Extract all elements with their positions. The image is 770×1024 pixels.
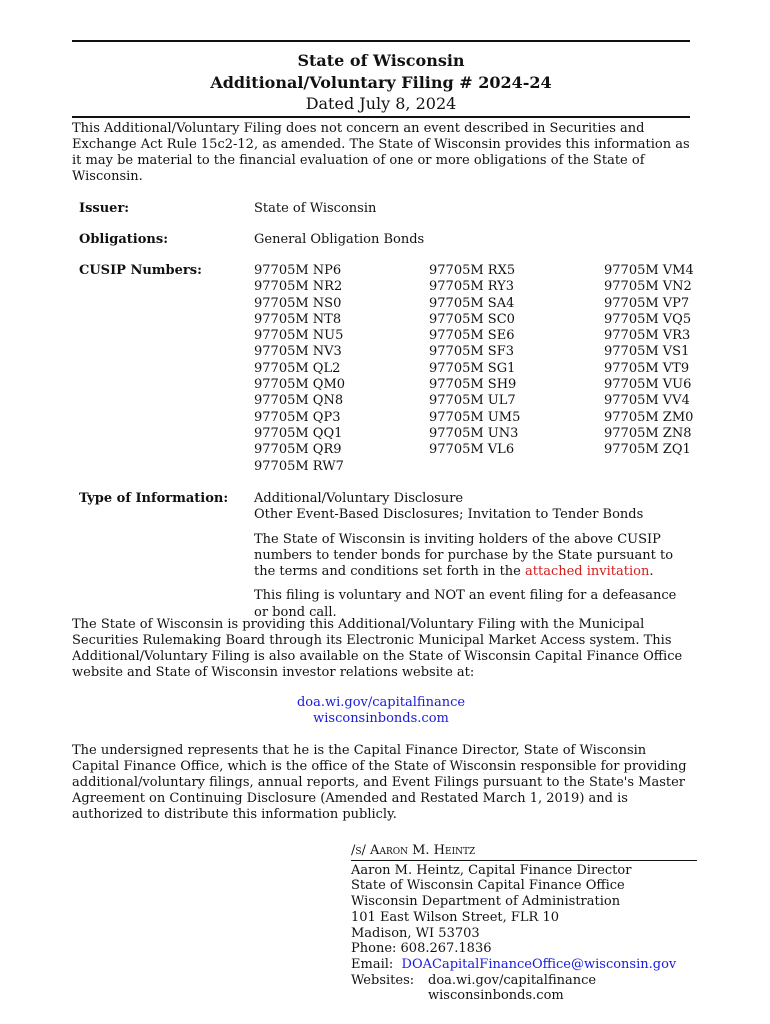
wisconsinbonds-link[interactable]: wisconsinbonds.com [313,711,449,726]
type-line-2: Other Event-Based Disclosures; Invitation to Tender Bonds [254,507,644,523]
signer-office: State of Wisconsin Capital Finance Office [351,878,625,894]
type-line-1: Additional/Voluntary Disclosure [254,491,464,506]
cusip-item: 97705M ZN8 [604,425,692,441]
cusip-item: 97705M VU6 [604,377,692,393]
attached-invitation-link[interactable]: attached invitation [525,564,650,580]
websites-list [428,973,596,1004]
invitation-paragraph [254,532,690,581]
links-block [72,695,690,727]
cusip-item: 97705M SC0 [429,311,515,327]
document-page [72,40,694,1004]
signature-block [351,843,697,1004]
signer-phone: Phone: 608.267.1836 [351,941,492,957]
cusip-item: 97705M QL2 [254,360,341,376]
cusip-item: 97705M SH9 [429,377,517,393]
cusip-item: 97705M ZM0 [604,409,694,425]
cusip-item: 97705M NU5 [254,328,344,344]
issuer-label: Issuer: [79,201,130,216]
signer-email-row [351,957,697,973]
cusip-item: 97705M VP7 [604,295,690,311]
cusip-item: 97705M SE6 [429,328,515,344]
fields-grid [72,201,694,671]
cusip-item: 97705M VS1 [604,344,690,360]
emma-paragraph: The State of Wisconsin is providing this Additional/Voluntary Filing with the Municipal Securities Rulemaking Board through its Electronic Municipal Market Access system. This Additional/Voluntary Filing is also available on the State of Wisconsin Capital Finance Office website and State of Wisconsin investor relations website at: [72,617,683,680]
intro-paragraph: This Additional/Voluntary Filing does not concern an event described in Securities and Exchange Act Rule 15c2-12, as amended. The State of Wisconsin provides this information as it may be material to the financial evaluation of one or more obligations of the State of Wisconsin. [72,121,690,184]
cusip-item: 97705M VR3 [604,328,691,344]
cusip-item: 97705M RX5 [429,263,516,278]
undersigned-paragraph: The undersigned represents that he is the Capital Finance Director, State of Wisconsin Capital Finance Office, which is the office of the State of Wisconsin responsible for providing additional/voluntary filings, annual reports, and Event Filings pursuant to the State's Master Agreement on Continuing Disclosure (Amended and Restated March 1, 2019) and is authorized to distribute this information publicly. [72,743,687,822]
signer-name-title: Aaron M. Heintz, Capital Finance Director [351,862,632,878]
cusip-item: 97705M SA4 [429,295,515,311]
invitation-text: The State of Wisconsin is inviting holders of the above CUSIP numbers to tender bonds for purchase by the State pursuant to the terms and conditions set forth in the [254,531,674,580]
signer-street: 101 East Wilson Street, FLR 10 [351,909,559,925]
cusip-item: 97705M NV3 [254,344,342,360]
cusip-label: CUSIP Numbers: [79,263,202,278]
websites-label: Websites: [351,972,415,988]
cusip-column-1 [254,263,345,475]
email-link[interactable]: DOACapitalFinanceOffice@wisconsin.gov [401,956,677,972]
title-line-1: State of Wisconsin [297,51,465,70]
cusip-item: 97705M QQ1 [254,425,343,441]
cusip-column-3 [604,263,694,459]
cusip-item: 97705M NR2 [254,279,343,295]
cusip-item: 97705M QM0 [254,377,346,393]
signer-department: Wisconsin Department of Administration [351,894,621,910]
top-rule [72,40,690,42]
cusip-item: 97705M VM4 [604,263,694,278]
obligations-value: General Obligation Bonds [254,232,425,247]
website-2[interactable]: wisconsinbonds.com [428,988,564,1004]
cusip-item: 97705M NP6 [254,263,342,278]
cusip-item: 97705M VN2 [604,279,692,295]
header-rule [72,116,690,118]
cusip-item: 97705M NT8 [254,311,342,327]
cusip-item: 97705M NS0 [254,295,342,311]
doa-capitalfinance-link[interactable]: doa.wi.gov/capitalfinance [296,695,466,710]
type-label: Type of Information: [79,491,229,506]
type-value-block [254,491,690,621]
cusip-item: 97705M SF3 [429,344,514,360]
cusip-item: 97705M VL6 [429,442,515,458]
cusip-item: 97705M QN8 [254,393,344,409]
cusip-item: 97705M UL7 [429,393,516,409]
cusip-item: 97705M RY3 [429,279,515,295]
cusip-item: 97705M SG1 [429,360,516,376]
cusip-item: 97705M ZQ1 [604,442,691,458]
cusip-item: 97705M QP3 [254,409,341,425]
cusip-item: 97705M UN3 [429,425,519,441]
cusip-item: 97705M VQ5 [604,311,692,327]
cusip-item: 97705M VV4 [604,393,690,409]
signer-city: Madison, WI 53703 [351,925,480,941]
signature-line: /s/ Aaron M. Heintz [351,843,697,861]
website-1[interactable]: doa.wi.gov/capitalfinance [428,972,597,988]
cusip-item: 97705M UM5 [429,409,521,425]
cusip-item: 97705M RW7 [254,458,344,474]
title-line-2: Additional/Voluntary Filing # 2024-24 [210,73,552,92]
email-label: Email: [351,956,394,972]
obligations-label: Obligations: [79,232,168,247]
issuer-value: State of Wisconsin [254,201,377,216]
websites-row [351,973,697,1004]
cusip-item: 97705M VT9 [604,360,690,376]
invitation-period: . [649,564,654,580]
voluntary-paragraph: This filing is voluntary and NOT an event filing for a defeasance or bond call. [254,588,677,620]
cusip-column-2 [429,263,520,459]
dated-line: Dated July 8, 2024 [305,94,457,113]
cusip-item: 97705M QR9 [254,442,342,458]
